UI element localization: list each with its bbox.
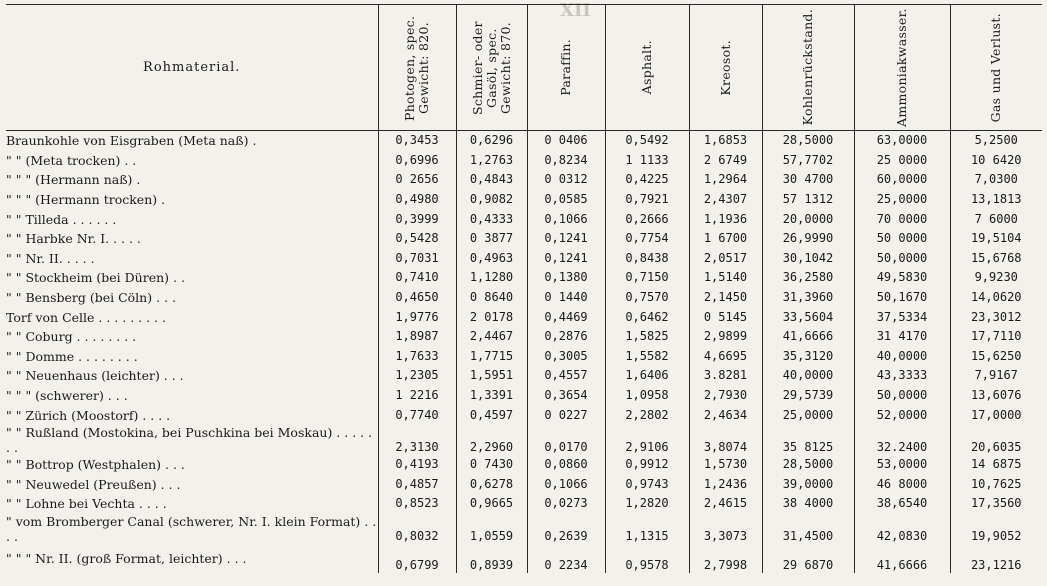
table-row — [6, 514, 1042, 544]
value-cell: 0,0860 — [527, 455, 605, 475]
header-row — [6, 5, 1042, 131]
table-row — [6, 229, 1042, 249]
material-name: " " Bottrop (Westphalen) . . . — [6, 457, 185, 473]
value-cell: 0,1066 — [527, 475, 605, 495]
value-cell: 1,1315 — [605, 514, 689, 544]
value-cell: 38,6540 — [854, 494, 950, 514]
value-cell: 0,1066 — [527, 209, 605, 229]
header-kreosot: Kreosot. — [689, 5, 762, 131]
value-cell: 63,0000 — [854, 131, 950, 151]
value-cell: 20,6035 — [950, 425, 1042, 455]
material-name: " " Neuenhaus (leichter) . . . — [6, 368, 184, 384]
value-cell: 2 0178 — [456, 307, 527, 327]
value-cell: 0 0312 — [527, 170, 605, 190]
table-row — [6, 249, 1042, 269]
value-cell: 0,4597 — [456, 405, 527, 425]
header-paraffin: Paraffin. — [527, 5, 605, 131]
value-cell: 14 6875 — [950, 455, 1042, 475]
value-cell: 0,6296 — [456, 131, 527, 151]
value-cell: 0,8234 — [527, 151, 605, 171]
value-cell: 0,3005 — [527, 347, 605, 367]
value-cell: 17,0000 — [950, 405, 1042, 425]
table-row — [6, 405, 1042, 425]
value-cell: 2,0517 — [689, 249, 762, 269]
material-name: " " Nr. II. . . . . — [6, 250, 95, 266]
value-cell: 10,7625 — [950, 475, 1042, 495]
value-cell: 10 6420 — [950, 151, 1042, 171]
value-cell: 0,8523 — [378, 494, 456, 514]
header-ammoniakwasser: Ammoniakwasser. — [854, 5, 950, 131]
value-cell: 0,5428 — [378, 229, 456, 249]
value-cell: 23,3012 — [950, 307, 1042, 327]
value-cell: 50,0000 — [854, 249, 950, 269]
value-cell: 1,2820 — [605, 494, 689, 514]
value-cell: 20,0000 — [762, 209, 854, 229]
table-row — [6, 386, 1042, 406]
material-name: " " Tilleda . . . . . . — [6, 211, 117, 227]
table-row — [6, 475, 1042, 495]
value-cell: 0,4193 — [378, 455, 456, 475]
value-cell: 1 6700 — [689, 229, 762, 249]
value-cell: 17,3560 — [950, 494, 1042, 514]
value-cell: 0,4557 — [527, 366, 605, 386]
value-cell: 0,6278 — [456, 475, 527, 495]
material-name: " " Stockheim (bei Düren) . . — [6, 270, 185, 286]
material-name: " " Bensberg (bei Cöln) . . . — [6, 290, 176, 306]
table-row — [6, 307, 1042, 327]
value-cell: 33,5604 — [762, 307, 854, 327]
value-cell: 7,9167 — [950, 366, 1042, 386]
value-cell: 35 8125 — [762, 425, 854, 455]
value-cell: 0,1241 — [527, 229, 605, 249]
value-cell: 70 0000 — [854, 209, 950, 229]
value-cell: 29 6870 — [762, 544, 854, 573]
table-row — [6, 327, 1042, 347]
value-cell: 0,4857 — [378, 475, 456, 495]
value-cell: 42,0830 — [854, 514, 950, 544]
value-cell: 1,1936 — [689, 209, 762, 229]
value-cell: 38 4000 — [762, 494, 854, 514]
value-cell: 57,7702 — [762, 151, 854, 171]
value-cell: 25 0000 — [854, 151, 950, 171]
material-name: " " Harbke Nr. I. . . . . — [6, 231, 141, 247]
value-cell: 1,1280 — [456, 268, 527, 288]
value-cell: 4,6695 — [689, 347, 762, 367]
value-cell: 13,1813 — [950, 190, 1042, 210]
value-cell: 1,5582 — [605, 347, 689, 367]
value-cell: 2,4307 — [689, 190, 762, 210]
value-cell: 2,4467 — [456, 327, 527, 347]
table-row — [6, 366, 1042, 386]
value-cell: 1,6853 — [689, 131, 762, 151]
header-gas-verlust: Gas und Verlust. — [950, 5, 1042, 131]
value-cell: 0,4650 — [378, 288, 456, 308]
value-cell: 31 4170 — [854, 327, 950, 347]
table-row — [6, 288, 1042, 308]
material-name: " vom Bromberger Canal (schwerer, Nr. I. klein Format) . . . . — [6, 513, 377, 544]
value-cell: 5,2500 — [950, 131, 1042, 151]
material-name: " " Coburg . . . . . . . . — [6, 329, 137, 345]
value-cell: 41,6666 — [854, 544, 950, 573]
value-cell: 0,4963 — [456, 249, 527, 269]
table-row — [6, 455, 1042, 475]
value-cell: 0,3654 — [527, 386, 605, 406]
value-cell: 1,2763 — [456, 151, 527, 171]
value-cell: 1,0559 — [456, 514, 527, 544]
value-cell: 40,0000 — [762, 366, 854, 386]
material-name: " " " (schwerer) . . . — [6, 388, 128, 404]
value-cell: 13,6076 — [950, 386, 1042, 406]
value-cell: 0,4469 — [527, 307, 605, 327]
value-cell: 25,0000 — [762, 405, 854, 425]
value-cell: 0,7410 — [378, 268, 456, 288]
value-cell: 0,8032 — [378, 514, 456, 544]
header-kohlenrueckstand: Kohlenrückstand. — [762, 5, 854, 131]
value-cell: 9,9230 — [950, 268, 1042, 288]
value-cell: 14,0620 — [950, 288, 1042, 308]
value-cell: 31,4500 — [762, 514, 854, 544]
table-row — [6, 131, 1042, 151]
value-cell: 43,3333 — [854, 366, 950, 386]
value-cell: 53,0000 — [854, 455, 950, 475]
material-name: " " (Meta trocken) . . — [6, 152, 137, 168]
value-cell: 2,7998 — [689, 544, 762, 573]
value-cell: 0,3453 — [378, 131, 456, 151]
value-cell: 1,5951 — [456, 366, 527, 386]
table-row — [6, 544, 1042, 573]
value-cell: 50,1670 — [854, 288, 950, 308]
value-cell: 23,1216 — [950, 544, 1042, 573]
value-cell: 1,6406 — [605, 366, 689, 386]
header-photogen: Photogen, spec. Gewicht: 820. — [378, 5, 456, 131]
value-cell: 30 4700 — [762, 170, 854, 190]
value-cell: 2,4634 — [689, 405, 762, 425]
value-cell: 0 0406 — [527, 131, 605, 151]
value-cell: 41,6666 — [762, 327, 854, 347]
value-cell: 0 8640 — [456, 288, 527, 308]
value-cell: 26,9990 — [762, 229, 854, 249]
value-cell: 0,2876 — [527, 327, 605, 347]
value-cell: 52,0000 — [854, 405, 950, 425]
header-asphalt: Asphalt. — [605, 5, 689, 131]
value-cell: 1,0958 — [605, 386, 689, 406]
material-name: " " Neuwedel (Preußen) . . . — [6, 476, 181, 492]
value-cell: 7 6000 — [950, 209, 1042, 229]
value-cell: 49,5830 — [854, 268, 950, 288]
value-cell: 1,7633 — [378, 347, 456, 367]
value-cell: 1,7715 — [456, 347, 527, 367]
table-row — [6, 209, 1042, 229]
value-cell: 1 2216 — [378, 386, 456, 406]
material-name: " " " Nr. II. (groß Format, leichter) . . . — [6, 550, 247, 566]
value-cell: 1,2305 — [378, 366, 456, 386]
value-cell: 0,4333 — [456, 209, 527, 229]
value-cell: 0,9578 — [605, 544, 689, 573]
value-cell: 0,3999 — [378, 209, 456, 229]
value-cell: 46 8000 — [854, 475, 950, 495]
material-name: " " Lohne bei Vechta . . . . — [6, 496, 167, 512]
value-cell: 0,8939 — [456, 544, 527, 573]
value-cell: 35,3120 — [762, 347, 854, 367]
value-cell: 0,0273 — [527, 494, 605, 514]
material-name: " " " (Hermann naß) . — [6, 172, 141, 188]
value-cell: 0,2666 — [605, 209, 689, 229]
value-cell: 25,0000 — [854, 190, 950, 210]
value-cell: 1,5140 — [689, 268, 762, 288]
value-cell: 32.2400 — [854, 425, 950, 455]
table-row — [6, 151, 1042, 171]
material-name: " " " (Hermann trocken) . — [6, 192, 166, 208]
value-cell: 0,0585 — [527, 190, 605, 210]
value-cell: 3,3073 — [689, 514, 762, 544]
value-cell: 0,7740 — [378, 405, 456, 425]
value-cell: 57 1312 — [762, 190, 854, 210]
value-cell: 0,1380 — [527, 268, 605, 288]
value-cell: 19,9052 — [950, 514, 1042, 544]
material-name: Braunkohle von Eisgraben (Meta naß) . — [6, 133, 257, 149]
value-cell: 2,4615 — [689, 494, 762, 514]
value-cell: 0,8438 — [605, 249, 689, 269]
value-cell: 2,1450 — [689, 288, 762, 308]
value-cell: 0,5492 — [605, 131, 689, 151]
value-cell: 1,5825 — [605, 327, 689, 347]
value-cell: 0,7754 — [605, 229, 689, 249]
value-cell: 0 5145 — [689, 307, 762, 327]
distillation-table — [6, 4, 1042, 573]
value-cell: 0,7031 — [378, 249, 456, 269]
value-cell: 1,3391 — [456, 386, 527, 406]
value-cell: 2,7930 — [689, 386, 762, 406]
value-cell: 31,3960 — [762, 288, 854, 308]
value-cell: 1,2964 — [689, 170, 762, 190]
value-cell: 2,9899 — [689, 327, 762, 347]
value-cell: 28,5000 — [762, 131, 854, 151]
value-cell: 29,5739 — [762, 386, 854, 406]
value-cell: 0,9665 — [456, 494, 527, 514]
value-cell: 0 3877 — [456, 229, 527, 249]
value-cell: 36,2580 — [762, 268, 854, 288]
value-cell: 19,5104 — [950, 229, 1042, 249]
material-name: Torf von Celle . . . . . . . . . — [6, 309, 166, 325]
value-cell: 2,3130 — [378, 425, 456, 455]
value-cell: 0,6996 — [378, 151, 456, 171]
value-cell: 39,0000 — [762, 475, 854, 495]
value-cell: 1,9776 — [378, 307, 456, 327]
value-cell: 0,7150 — [605, 268, 689, 288]
value-cell: 3.8281 — [689, 366, 762, 386]
value-cell: 0 7430 — [456, 455, 527, 475]
value-cell: 0,9743 — [605, 475, 689, 495]
material-name: " " Rußland (Mostokina, bei Puschkina bei Moskau) . . . . . . . — [6, 424, 373, 455]
value-cell: 60,0000 — [854, 170, 950, 190]
value-cell: 3,8074 — [689, 425, 762, 455]
table-row — [6, 347, 1042, 367]
table-row — [6, 190, 1042, 210]
table-row — [6, 170, 1042, 190]
value-cell: 15,6768 — [950, 249, 1042, 269]
value-cell: 1,2436 — [689, 475, 762, 495]
value-cell: 15,6250 — [950, 347, 1042, 367]
value-cell: 0,7921 — [605, 190, 689, 210]
header-schmieroel: Schmier- oder Gasöl, spec. Gewicht: 870. — [456, 5, 527, 131]
value-cell: 28,5000 — [762, 455, 854, 475]
value-cell: 50,0000 — [854, 386, 950, 406]
value-cell: 0 1440 — [527, 288, 605, 308]
value-cell: 37,5334 — [854, 307, 950, 327]
material-name: " " Zürich (Moostorf) . . . . — [6, 407, 171, 423]
value-cell: 0,6462 — [605, 307, 689, 327]
value-cell: 0 2656 — [378, 170, 456, 190]
value-cell: 0,1241 — [527, 249, 605, 269]
value-cell: 0,4980 — [378, 190, 456, 210]
value-cell: 0,4225 — [605, 170, 689, 190]
value-cell: 0,9912 — [605, 455, 689, 475]
value-cell: 2 6749 — [689, 151, 762, 171]
value-cell: 0,7570 — [605, 288, 689, 308]
value-cell: 7,0300 — [950, 170, 1042, 190]
value-cell: 0,4843 — [456, 170, 527, 190]
value-cell: 0,0170 — [527, 425, 605, 455]
table-row — [6, 494, 1042, 514]
value-cell: 1,8987 — [378, 327, 456, 347]
value-cell: 50 0000 — [854, 229, 950, 249]
value-cell: 17,7110 — [950, 327, 1042, 347]
value-cell: 0 0227 — [527, 405, 605, 425]
value-cell: 1 1133 — [605, 151, 689, 171]
material-name: " " Domme . . . . . . . . — [6, 348, 138, 364]
table-row — [6, 268, 1042, 288]
value-cell: 2,2960 — [456, 425, 527, 455]
value-cell: 30,1042 — [762, 249, 854, 269]
value-cell: 0,9082 — [456, 190, 527, 210]
value-cell: 2,9106 — [605, 425, 689, 455]
value-cell: 0,2639 — [527, 514, 605, 544]
value-cell: 40,0000 — [854, 347, 950, 367]
table-row — [6, 425, 1042, 455]
value-cell: 1,5730 — [689, 455, 762, 475]
header-material: Rohmaterial. — [6, 5, 378, 131]
value-cell: 2,2802 — [605, 405, 689, 425]
bleed-through-text: XII — [560, 0, 591, 21]
value-cell: 0,6799 — [378, 544, 456, 573]
value-cell: 0 2234 — [527, 544, 605, 573]
